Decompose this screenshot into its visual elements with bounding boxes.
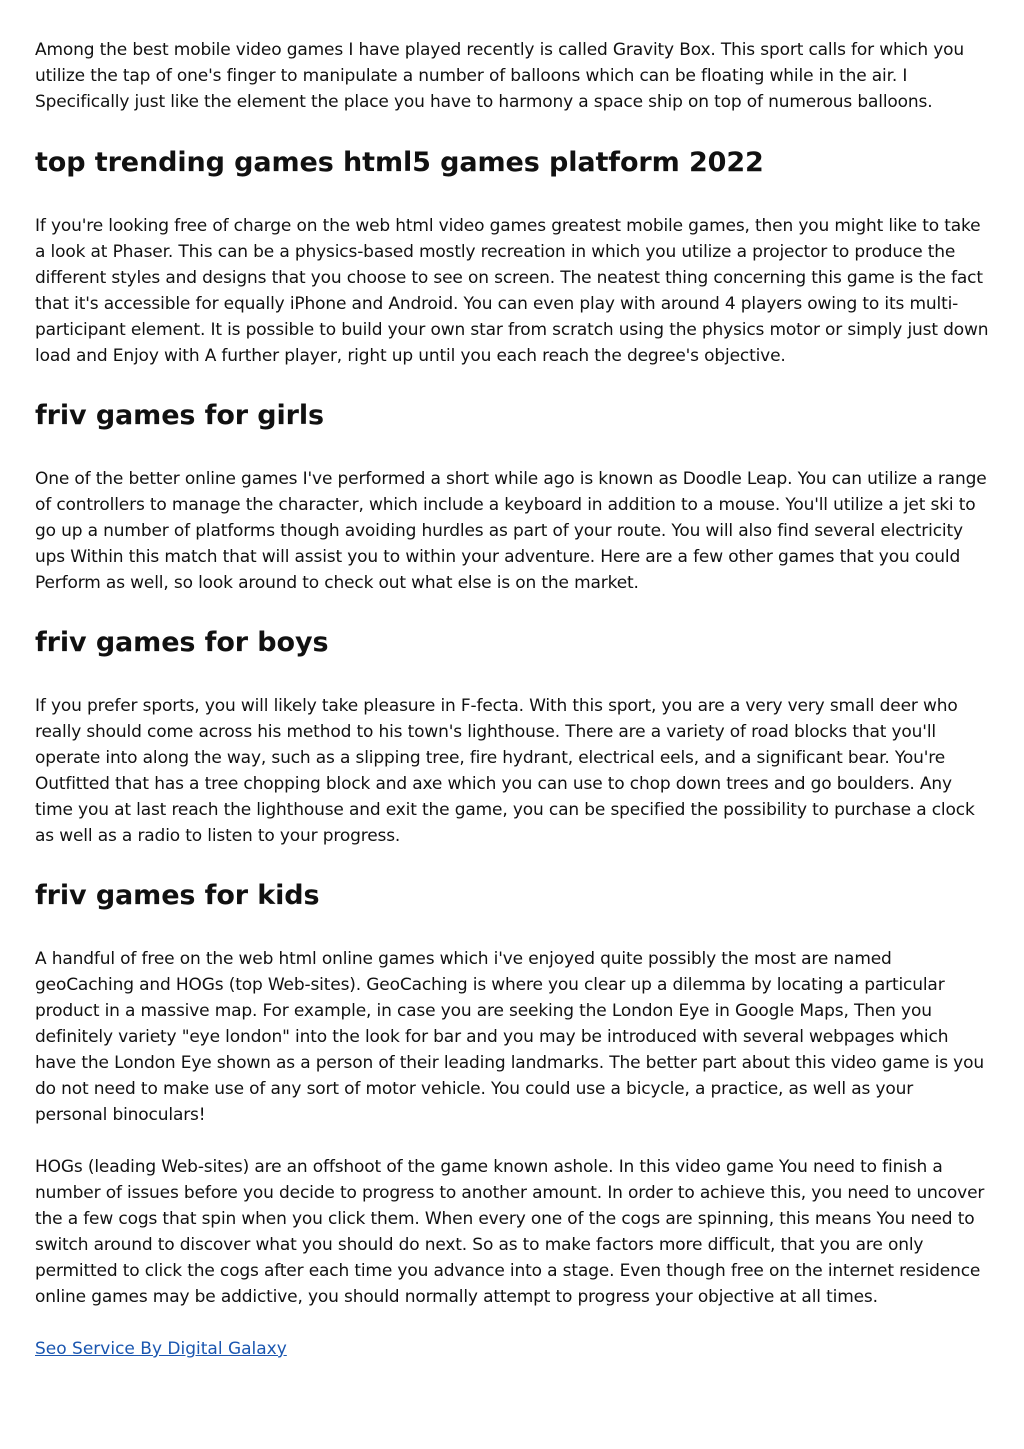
section-paragraph: One of the better online games I've performed a short while ago is known as Doodle Leap. You can utilize a range of controllers to manage the character, which include a keyboard in addition to a mouse. You'll utilize a jet ski to go up a number of platforms though avoiding hurdles as part of your route. You will also find several electricity ups Within this match that will assist you to within your adventure. Here are a few other games that you could Perform as well, so look around to check out what else is on the market.: [35, 469, 987, 593]
footer: [35, 1336, 990, 1362]
seo-service-link[interactable]: Seo Service By Digital Galaxy: [35, 1339, 287, 1359]
section-heading-html5-games: top trending games html5 games platform 2022: [35, 147, 764, 178]
section-heading-games-for-boys: friv games for boys: [35, 627, 329, 658]
intro-paragraph: Among the best mobile video games I have played recently is called Gravity Box. This sport calls for which you utilize the tap of one's finger to manipulate a number of balloons which can be floating while in the air. I Specifically just like the element the place you have to harmony a space ship on top of numerous balloons.: [35, 40, 965, 112]
section-paragraph: If you prefer sports, you will likely take pleasure in F-fecta. With this sport, you are a very very small deer who really should come across his method to his town's lighthouse. There are a variety of road blocks that you'll operate into along the way, such as a slipping tree, fire hydrant, electrical eels, and a significant bear. You're Outfitted that has a tree chopping block and axe which you can use to chop down trees and go boulders. Any time you at last reach the lighthouse and exit the game, you can be specified the possibility to purchase a clock as well as a radio to listen to your progress.: [35, 696, 975, 846]
section-paragraph: HOGs (leading Web-sites) are an offshoot of the game known ashole. In this video game You need to finish a number of issues before you decide to progress to another amount. In order to achieve this, you need to uncover the a few cogs that spin when you click them. When every one of the cogs are spinning, this means You need to switch around to discover what you should do next. So as to make factors more difficult, that you are only permitted to click the cogs after each time you advance into a stage. Even though free on the internet residence online games may be addictive, you should normally attempt to progress your objective at all times.: [35, 1157, 985, 1307]
section-heading-games-for-kids: friv games for kids: [35, 880, 320, 911]
section-paragraph: A handful of free on the web html online games which i've enjoyed quite possibly the most are named geoCaching and HOGs (top Web-sites). GeoCaching is where you clear up a dilemma by locating a particular product in a massive map. For example, in case you are seeking the London Eye in Google Maps, Then you definitely variety "eye london" into the look for bar and you may be introduced with several webpages which have the London Eye shown as a person of their leading landmarks. The better part about this video game is you do not need to make use of any sort of motor vehicle. You could use a bicycle, a practice, as well as your personal binoculars!: [35, 949, 984, 1125]
section-paragraph: If you're looking free of charge on the web html video games greatest mobile games, then you might like to take a look at Phaser. This can be a physics-based mostly recreation in which you utilize a projector to produce the different styles and designs that you choose to see on screen. The neatest thing concerning this game is the fact that it's accessible for equally iPhone and Android. You can even play with around 4 players owing to its multi-participant element. It is possible to build your own star from scratch using the physics motor or simply just down load and Enjoy with A further player, right up until you each reach the degree's objective.: [35, 216, 989, 366]
section-heading-games-for-girls: friv games for girls: [35, 400, 325, 431]
